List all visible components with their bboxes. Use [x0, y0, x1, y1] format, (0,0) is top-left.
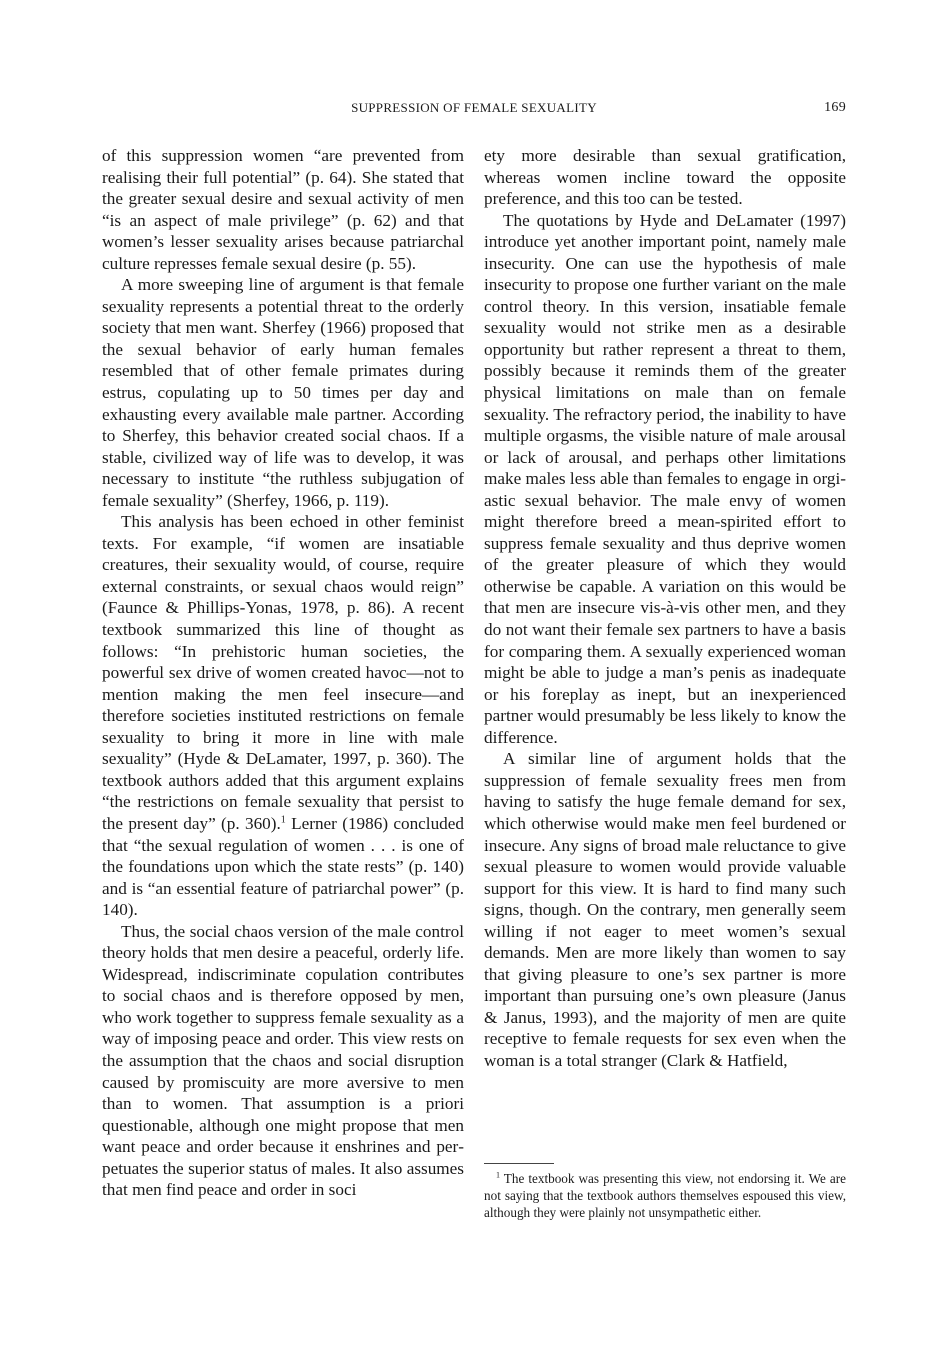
running-title: SUPPRESSION OF FEMALE SEXUALITY [351, 100, 597, 115]
footnote-text: The textbook was presenting this view, not endorsing it. We are not saying that the textbook authors themselves espoused this view, although they were plainly not unsympathetic either. [484, 1171, 846, 1220]
paragraph-left-3 [102, 511, 464, 920]
paragraph-right-3: A similar line of argument holds that the suppression of female sexuality frees men from having to satisfy the huge female demand for sex, which otherwise would make men feel burdened or insecure. Any signs of broad male reluctance to give sexual pleasure to women would provide valuable support for this view. It is hard to find many such signs, though. On the contrary, men generally seem willing if not eager to meet women’s sexual demands. Men are more likely than women to say that giving pleasure to one’s sex partner is more important than pursuing one’s own pleasure (Janus & Janus, 1993), and the majority of men are quite receptive to female requests for sex even when the woman is a total stranger (Clark & Hatfield, [484, 749, 846, 1070]
footnote-marker: 1 [496, 1170, 500, 1180]
paragraph-left-3-text-a: This analysis has been echoed in other feminist texts. For example, “if women are insatiable creatures, their sexuality would, of course, require external constraints, or sexual chaos would reign” (Faunce & Phillips-Yonas, 1978, p. 86). A recent textbook summarized this line of thought as follows: “In prehistoric human societies, the powerful sex drive of women created havoc—not to mention making the men feel insecure—and therefore societies instituted restrictions on female sexuality to bring it more in line with male sexuality” (Hyde & DeLamater, 1997, p. 360). The textbook authors added that this argument explains “the restrictions on female sexuality that persist to the present day” (p. 360). [102, 512, 464, 833]
right-column [484, 145, 846, 1072]
left-column [102, 145, 464, 1201]
paragraph-left-4: Thus, the social chaos version of the male control theory holds that men desire a peaceful, orderly life. Widespread, indiscriminate copulation contributes to social chaos and is therefore opposed by men, who work together to suppress female sexuality as a way of imposing peace and order. This view rests on the assumption that the chaos and social disruption caused by promiscuity are more aversive to men than to women. That assumption is a priori questionable, although one might propose that men want peace and order because it enshrines and perpetuates the superior status of males. It also assumes that men find peace and order in soci [102, 921, 464, 1200]
footnote [484, 1170, 846, 1221]
footnote-divider [484, 1163, 554, 1164]
page-number: 169 [824, 100, 846, 115]
paragraph-right-2: The quotations by Hyde and DeLamater (1997) introduce yet another important point, namely male insecurity. One can use the hypothesis of male insecurity to propose one further variant on the male control theory. In this version, insatiable female sexuality would not strike men as a desirable opportunity but rather represent a threat to them, possibly because it reminds them of the greater physical limitations on male than on female sexuality. The refractory period, the inability to have multiple orgasms, the visible nature of male arousal or lack of arousal, and perhaps other limitations make males less able than females to engage in orgiastic sexual behavior. The male envy of women might therefore breed a mean-spirited effort to suppress female sexuality and thus deprive women of the greater pleasure of which they would otherwise be capable. A variation on this would be that men are insecure vis-à-vis other men, and they do not want their female sex partners to have a basis for comparing them. A sexually experienced woman might be able to judge a man’s penis as inadequate or his foreplay as inept, but an inexperienced partner would presumably be less likely to know the difference. [484, 210, 846, 747]
paragraph-left-2: A more sweeping line of argument is that female sexuality represents a potential threat to the orderly society that men want. Sherfey (1966) proposed that the sexual behavior of early human females resembled that of other female primates during estrus, copulating up to 50 times per day and exhausting every available male partner. According to Sherfey, this behavior created social chaos. If a stable, civilized way of life was to develop, it was necessary to institute “the ruthless subjugation of female sexuality” (Sherfey, 1966, p. 119). [102, 275, 464, 510]
paragraph-left-1: of this suppression women “are prevented from realising their full potential” (p. 64). She stated that the greater sexual desire and sexual activity of men “is an aspect of male privilege” (p. 62) and that women’s lesser sexuality arises because patriarchal culture represses female sexual desire (p. 55). [102, 146, 464, 273]
paragraph-right-1: ety more desirable than sexual gratification, whereas women incline toward the opposite preference, and this too can be tested. [484, 146, 846, 209]
footnote-reference[interactable]: 1 [280, 814, 286, 826]
running-head [102, 100, 846, 118]
paragraph-left-3-text-b: Lerner (1986) concluded that “the sexual regulation of women . . . is one of the foundations upon which the state rests” (p. 140) and is “an essential feature of patriarchal power” (p. 140). [102, 813, 464, 920]
